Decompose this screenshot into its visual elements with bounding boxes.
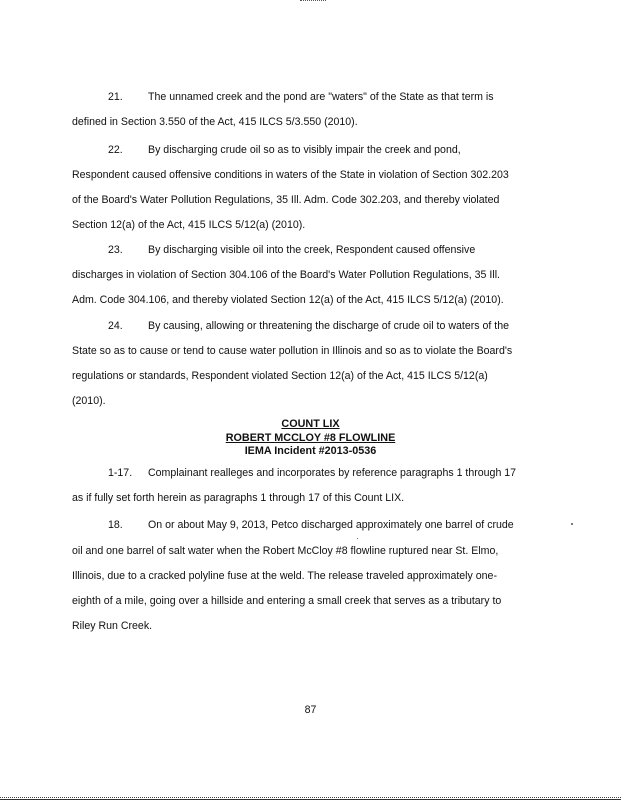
paragraph-24-line-3: regulations or standards, Respondent violated Section 12(a) of the Act, 415 ILCS 5/12(a) xyxy=(72,370,488,382)
paragraph-21-line-1: 21. The unnamed creek and the pond are "waters" of the State as that term is xyxy=(108,91,494,103)
paragraph-18-line-1: 18. On or about May 9, 2013, Petco discharged approximately one barrel of crude xyxy=(108,519,514,531)
incident-number: IEMA Incident #2013-0536 xyxy=(244,445,377,457)
paragraph-24-line-2: State so as to cause or tend to cause water pollution in Illinois and so as to violate the Board's xyxy=(72,345,513,357)
paragraph-22-line-4: Section 12(a) of the Act, 415 ILCS 5/12(a) (2010). xyxy=(72,219,306,231)
paragraph-18-line-2: oil and one barrel of salt water when the Robert McCloy #8 flowline ruptured near St. Elmo, xyxy=(72,545,499,557)
scan-artifact-top xyxy=(300,0,326,2)
paragraph-24-line-1: 24. By causing, allowing or threatening the discharge of crude oil to waters of the xyxy=(108,320,509,332)
paragraph-number: 23. xyxy=(108,244,123,256)
paragraph-1-17-line-2: as if fully set forth herein as paragraphs 1 through 17 of this Count LIX. xyxy=(72,492,405,504)
paragraph-23-line-2: discharges in violation of Section 304.106 of the Board's Water Pollution Regulations, 35 Ill. xyxy=(72,269,500,281)
paragraph-1-17-line-1: 1-17. Complainant realleges and incorporates by reference paragraphs 1 through 17 xyxy=(108,467,517,479)
paragraph-22-line-3: of the Board's Water Pollution Regulations, 35 Ill. Adm. Code 302.203, and thereby violated xyxy=(72,194,500,206)
scan-speck xyxy=(571,523,573,525)
count-heading: COUNT LIX xyxy=(281,418,340,430)
paragraph-22-line-2: Respondent caused offensive conditions in waters of the State in violation of Section 302.203 xyxy=(72,169,509,181)
paragraph-number: 21. xyxy=(108,91,123,103)
paragraph-18-line-4: eighth of a mile, going over a hillside and entering a small creek that serves as a tributary to xyxy=(72,595,502,607)
paragraph-21-line-2: defined in Section 3.550 of the Act, 415 ILCS 5/3.550 (2010). xyxy=(72,116,358,128)
page-number: 87 xyxy=(304,704,317,716)
paragraph-number: 24. xyxy=(108,320,123,332)
paragraph-22-line-1: 22. By discharging crude oil so as to visibly impair the creek and pond, xyxy=(108,144,461,156)
scan-speck xyxy=(357,538,358,539)
paragraph-number: 18. xyxy=(108,519,123,531)
paragraph-23-line-1: 23. By discharging visible oil into the creek, Respondent caused offensive xyxy=(108,244,476,256)
paragraph-number: 1-17. xyxy=(108,467,133,479)
paragraph-23-line-3: Adm. Code 304.106, and thereby violated Section 12(a) of the Act, 415 ILCS 5/12(a) (2010). xyxy=(72,294,504,306)
count-title: ROBERT MCCLOY #8 FLOWLINE xyxy=(225,432,396,444)
paragraph-24-line-4: (2010). xyxy=(72,395,106,407)
paragraph-18-line-5: Riley Run Creek. xyxy=(72,620,153,632)
paragraph-18-line-3: Illinois, due to a cracked polyline fuse at the weld. The release traveled approximately one- xyxy=(72,570,497,582)
paragraph-number: 22. xyxy=(108,144,123,156)
